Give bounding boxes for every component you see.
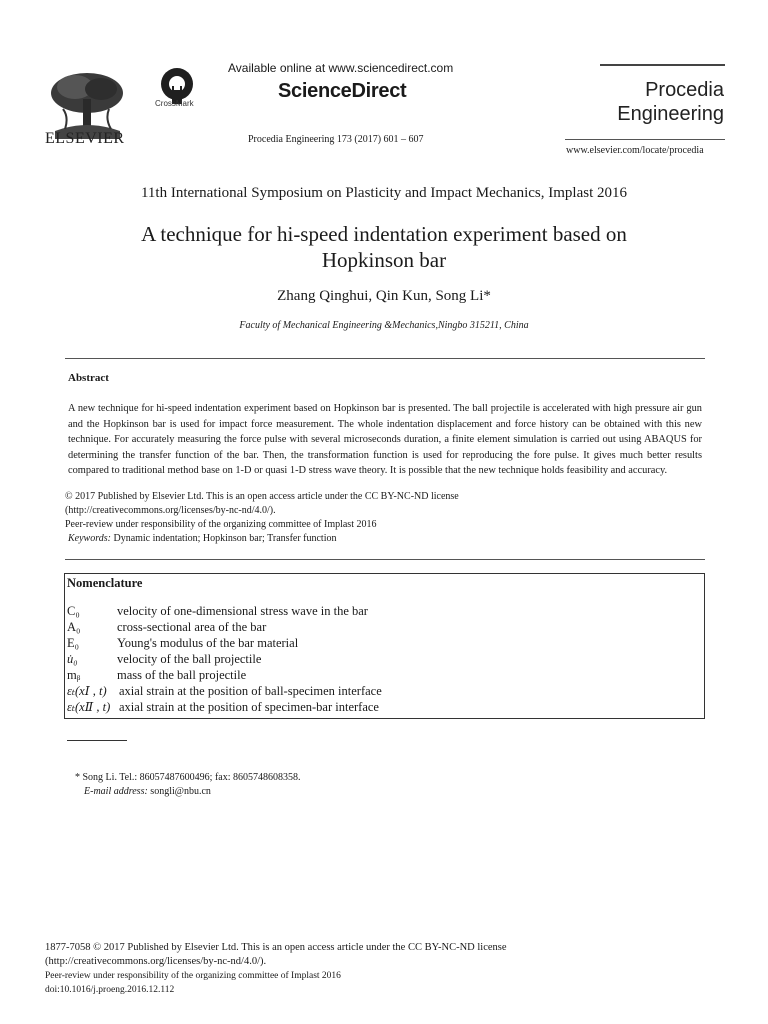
corresponding-author-note: * Song Li. Tel.: 86057487600496; fax: 8605748608358. xyxy=(75,772,301,783)
abstract-heading: Abstract xyxy=(68,372,109,384)
keywords-list: Dynamic indentation; Hopkinson bar; Transfer function xyxy=(113,533,337,544)
nomenclature-row xyxy=(67,667,246,683)
nomenclature-symbol: εₜ(xⅠ , t) xyxy=(67,684,107,698)
journal-title-line2: Engineering xyxy=(617,103,724,125)
author-list: Zhang Qinghui, Qin Kun, Song Li* xyxy=(277,288,491,304)
nomenclature-definition: Young's modulus of the bar material xyxy=(117,636,299,650)
nomenclature-definition: velocity of the ball projectile xyxy=(117,652,262,666)
paper-title-line1: A technique for hi-speed indentation experiment based on xyxy=(141,222,627,246)
nomenclature-symbol: C₀ xyxy=(67,604,80,618)
journal-rule-top xyxy=(600,64,725,66)
nomenclature-definition: velocity of one-dimensional stress wave in the bar xyxy=(117,604,368,618)
available-online-text: Available online at www.sciencedirect.com xyxy=(228,61,454,75)
abstract-body: A new technique for hi-speed indentation experiment based on Hopkinson bar is presented. The ball projectile is accelerated with high pressure air gun and the Hopkinson bar is used for impact force measurement. The whole indentation displacement and force history can be obtained with this new technique. For accurately measuring the force pulse with several microseconds duration, a finite element simulation is carried out using ABAQUS for determining the transfer function of the bar. Then, the transformation function is used for reproducing the fore pulse. It gives much better results compared to traditional method base on 1-D or quasi 1-D stress wave theory. It is possible that the new technique holds feasibility and accuracy. xyxy=(68,403,702,476)
paper-title-line2: Hopkinson bar xyxy=(321,248,447,272)
nomenclature-definition: cross-sectional area of the bar xyxy=(117,620,267,634)
nomenclature-symbol: u̇₀ xyxy=(67,652,78,666)
journal-title xyxy=(606,78,724,126)
nomenclature-symbol: mᵦ xyxy=(67,668,81,682)
nomenclature-row xyxy=(67,683,382,699)
nomenclature-row xyxy=(67,619,266,635)
section-divider xyxy=(65,358,705,359)
footer-peer-review: Peer-review under responsibility of the organizing committee of Implast 2016 xyxy=(45,971,341,981)
nomenclature-row xyxy=(67,651,261,667)
peer-review-note: Peer-review under responsibility of the organizing committee of Implast 2016 xyxy=(65,519,377,530)
footer-issn-license: 1877-7058 © 2017 Published by Elsevier Ltd. This is an open access article under the CC BY-NC-ND license xyxy=(45,942,507,953)
nomenclature-symbol: A₀ xyxy=(67,620,81,634)
nomenclature-definition: axial strain at the position of ball-specimen interface xyxy=(119,684,382,698)
nomenclature-row xyxy=(67,635,298,651)
nomenclature-heading: Nomenclature xyxy=(67,576,143,590)
section-divider xyxy=(65,559,705,560)
journal-rule-bottom xyxy=(565,139,725,140)
footer-doi[interactable]: doi:10.1016/j.proeng.2016.12.112 xyxy=(45,985,175,995)
nomenclature-symbol: E₀ xyxy=(67,636,79,650)
footnote-rule xyxy=(67,740,127,741)
license-link[interactable]: (http://creativecommons.org/licenses/by-nc-nd/4.0/). xyxy=(65,505,276,516)
email-address[interactable]: songli@nbu.cn xyxy=(150,786,211,797)
nomenclature-definition: mass of the ball projectile xyxy=(117,668,247,682)
journal-reference: Procedia Engineering 173 (2017) 601 – 607 xyxy=(248,134,424,145)
publisher-name: ELSEVIER xyxy=(45,130,125,147)
keywords-label: Keywords: xyxy=(68,533,111,544)
nomenclature-definition: axial strain at the position of specimen-bar interface xyxy=(119,700,379,714)
crossmark-label: CrossMark xyxy=(155,99,194,108)
copyright-notice: © 2017 Published by Elsevier Ltd. This is an open access article under the CC BY-NC-ND license xyxy=(65,491,459,502)
keywords xyxy=(68,533,337,544)
journal-url[interactable]: www.elsevier.com/locate/procedia xyxy=(566,145,704,156)
footer-license-link[interactable]: (http://creativecommons.org/licenses/by-nc-nd/4.0/). xyxy=(45,956,267,967)
nomenclature-symbol: εₜ(xⅡ , t) xyxy=(67,700,111,714)
email-label: E-mail address: xyxy=(84,786,148,797)
journal-title-line1: Procedia xyxy=(645,79,724,101)
paper-title xyxy=(60,221,708,273)
symposium-name: 11th International Symposium on Plasticity and Impact Mechanics, Implast 2016 xyxy=(140,185,628,201)
affiliation: Faculty of Mechanical Engineering &Mechanics,Ningbo 315211, China xyxy=(239,320,529,331)
nomenclature-row xyxy=(67,603,368,619)
sciencedirect-brand[interactable]: ScienceDirect xyxy=(278,80,407,102)
email-note xyxy=(84,786,211,797)
nomenclature-row xyxy=(67,699,379,715)
